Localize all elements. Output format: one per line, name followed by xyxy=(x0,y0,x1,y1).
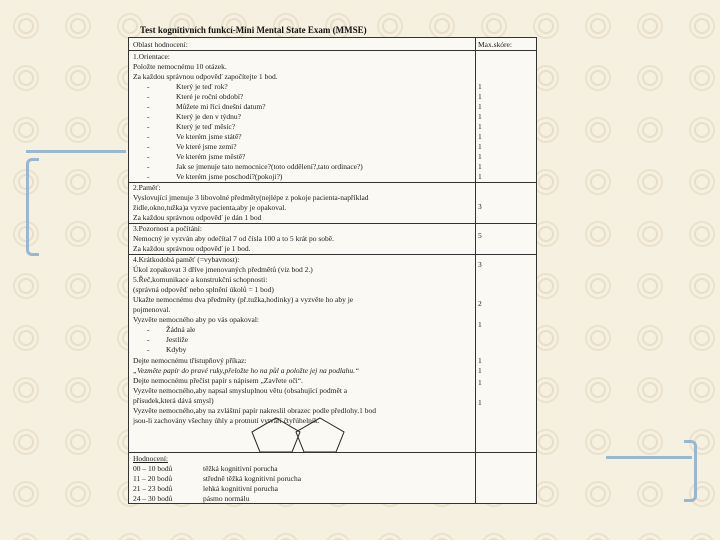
language-line: Ukažte nemocnému dva předměty (př.tužka,hodinky) a vyzvěte ho aby je xyxy=(133,295,354,304)
decor-bracket-left xyxy=(26,158,39,256)
memory-line: Za každou správnou odpověď je dán 1 bod xyxy=(133,213,262,222)
dash: - xyxy=(147,102,150,111)
decor-line-right xyxy=(606,456,692,459)
attention-line: Za každou správnou odpověď je 1 bod. xyxy=(133,244,251,253)
score-value: 1 xyxy=(478,378,482,387)
command-line: „Vezměte papír do pravé ruky,přeložte ho na půl a položte jej na podlahu.“ xyxy=(133,366,360,375)
orientation-question: Který je teď rok? xyxy=(176,82,228,91)
language-line: Vyzvěte nemocného aby po vás opakoval: xyxy=(133,315,260,324)
evaluation-label: středně těžká kognitivní porucha xyxy=(203,474,302,483)
dash: - xyxy=(147,325,150,334)
score-value: 1 xyxy=(478,398,482,407)
orientation-question: Ve kterém jsme poschodí?(pokoji?) xyxy=(176,172,283,181)
command-line: Vyzvěte nemocného,aby na zvláštní papír nakreslil obrazec podle předlohy.1 bod xyxy=(133,406,376,415)
score-value: 1 xyxy=(478,320,482,329)
pentagon-right xyxy=(296,418,344,452)
language-line: (správná odpověď nebo splnění úkolů = 1 bod) xyxy=(133,285,274,294)
orientation-question: Který je teď měsíc? xyxy=(176,122,236,131)
row-divider xyxy=(129,452,536,453)
evaluation-label: lehká kognitivní porucha xyxy=(203,484,278,493)
score-value: 1 xyxy=(478,82,482,91)
evaluation-range: 21 – 23 bodů xyxy=(133,484,173,493)
score-value: 1 xyxy=(478,162,482,171)
document-title: Test kognitivních funkcí-Mini Mental State Exam (MMSE) xyxy=(140,25,367,35)
evaluation-heading: Hodnocení: xyxy=(133,454,168,463)
score-value: 1 xyxy=(478,92,482,101)
score-value: 1 xyxy=(478,172,482,181)
evaluation-label: těžká kognitivní porucha xyxy=(203,464,278,473)
orientation-question: Ve kterém jsme městě? xyxy=(176,152,246,161)
command-line: Dejte nemocnému třístupňový příkaz: xyxy=(133,356,247,365)
score-value: 1 xyxy=(478,366,482,375)
score-value: 1 xyxy=(478,356,482,365)
command-line: přísudek,která dává smysl) xyxy=(133,396,214,405)
orientation-question: Ve kterém jsme státě? xyxy=(176,132,242,141)
score-value: 2 xyxy=(478,299,482,308)
score-value: 5 xyxy=(478,231,482,240)
row-divider xyxy=(129,182,536,183)
dash: - xyxy=(147,142,150,151)
score-value: 1 xyxy=(478,152,482,161)
mmse-form xyxy=(128,37,537,504)
evaluation-range: 11 – 20 bodů xyxy=(133,474,173,483)
dash: - xyxy=(147,82,150,91)
header-area: Oblast hodnocení: xyxy=(133,40,188,49)
dash: - xyxy=(147,335,150,344)
command-line: Vyzvěte nemocného,aby napsal smysluplnou větu (obsahující podmět a xyxy=(133,386,348,395)
orientation-question: Můžete mi říci dnešní datum? xyxy=(176,102,266,111)
orientation-line: Položte nemocnému 10 otázek. xyxy=(133,62,227,71)
orientation-question: Které je roční období? xyxy=(176,92,244,101)
evaluation-range: 24 – 30 bodů xyxy=(133,494,173,503)
orientation-question: Ve které jsme zemi? xyxy=(176,142,237,151)
attention-line: Nemocný je vyzván aby odečítal 7 od čísla 100 a to 5 krát po sobě. xyxy=(133,234,334,243)
orientation-question: Jak se jmenuje tato nemocnice?(toto oddělení?,tato ordinace?) xyxy=(176,162,363,171)
dash: - xyxy=(147,162,150,171)
score-value: 1 xyxy=(478,122,482,131)
language-line: 5.Řeč,komunikace a konstrukční schopnosti: xyxy=(133,275,268,284)
recall-line: Úkol zopakovat 3 dříve jmenovaných předmětů (viz bod 2.) xyxy=(133,265,313,274)
score-value: 1 xyxy=(478,102,482,111)
dash: - xyxy=(147,122,150,131)
score-value: 1 xyxy=(478,142,482,151)
intersecting-pentagons-figure xyxy=(246,414,366,454)
column-divider xyxy=(475,38,476,503)
decor-bracket-right xyxy=(684,440,697,502)
orientation-question: Který je den v týdnu? xyxy=(176,112,241,121)
dash: - xyxy=(147,152,150,161)
orientation-line: Za každou správnou odpověď započítejte 1 bod. xyxy=(133,72,278,81)
dash: - xyxy=(147,132,150,141)
score-value: 1 xyxy=(478,132,482,141)
attention-line: 3.Pozornost a počítání: xyxy=(133,224,202,233)
dash: - xyxy=(147,172,150,181)
row-divider xyxy=(129,50,536,51)
dash: - xyxy=(147,345,150,354)
memory-line: židle,okno,tužka)a vyzve pacienta,aby je opakoval. xyxy=(133,203,287,212)
language-line: pojmenoval. xyxy=(133,305,171,314)
dash: - xyxy=(147,112,150,121)
score-value: 3 xyxy=(478,202,482,211)
memory-line: Vyslovující jmenuje 3 libovolné předměty(nejlépe z pokoje pacienta-například xyxy=(133,193,369,202)
recall-line: 4.Krátkodobá paměť (=vybavnost): xyxy=(133,255,240,264)
command-line: jsou-li zachovány všechny úhly a protnutí vytváří čtyřúhelník. xyxy=(133,416,320,425)
repeat-item: Jestliže xyxy=(166,335,189,344)
orientation-line: 1.Orientace: xyxy=(133,52,170,61)
memory-line: 2.Paměť: xyxy=(133,183,161,192)
score-value: 3 xyxy=(478,260,482,269)
repeat-item: Kdyby xyxy=(166,345,187,354)
decor-line-left xyxy=(26,150,126,153)
header-max: Max.skóre: xyxy=(478,40,512,49)
pentagon-left xyxy=(252,418,300,452)
score-value: 1 xyxy=(478,112,482,121)
evaluation-range: 00 – 10 bodů xyxy=(133,464,173,473)
dash: - xyxy=(147,92,150,101)
command-line: Dejte nemocnému přečíst papír s nápisem „Zavřete oči“. xyxy=(133,376,303,385)
evaluation-label: pásmo normálu xyxy=(203,494,250,503)
repeat-item: Žádná ale xyxy=(166,325,196,334)
